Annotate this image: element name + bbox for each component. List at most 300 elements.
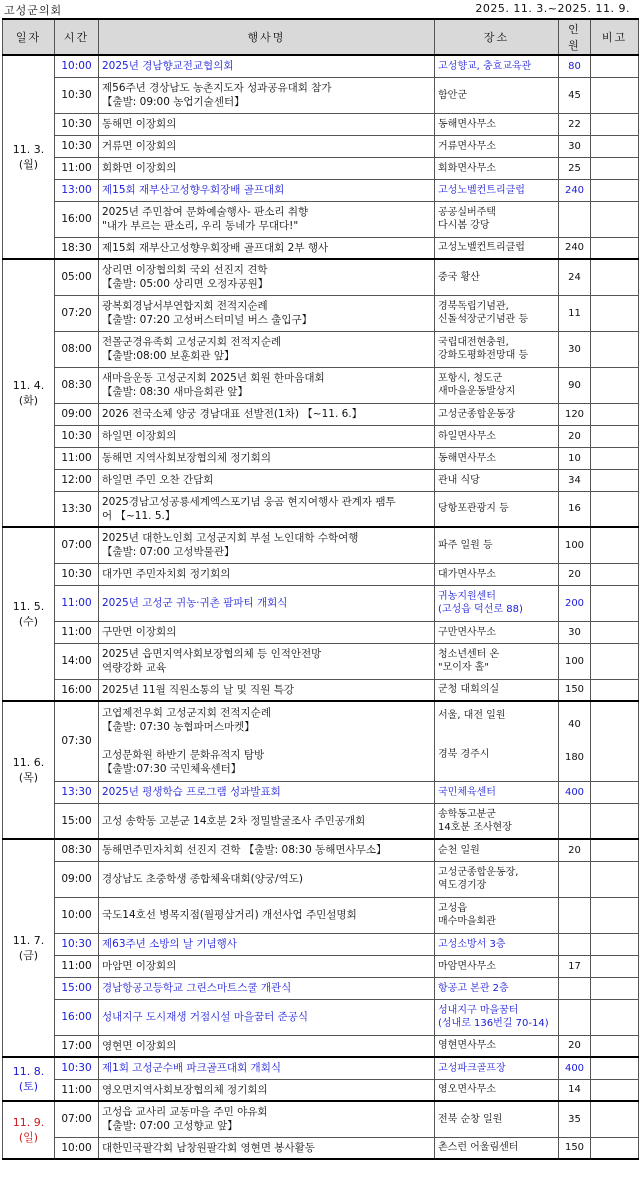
count-cell (559, 469, 591, 491)
event-line: 2026 전국소체 양궁 경남대표 선발전(1차) 【~11. 6.】 (102, 408, 363, 420)
schedule-row (3, 77, 639, 113)
event-line: 광복회경남서부연합지회 전적지순례 (102, 300, 268, 312)
place-cell (435, 643, 559, 679)
event-line: 고엽제전우회 고성군지회 전적지순례 (102, 707, 271, 720)
weekday-label: (수) (18, 615, 39, 628)
event-line: 대가면 주민자치회 정기회의 (102, 568, 231, 580)
weekday-label: (금) (18, 949, 39, 962)
place-cell (435, 563, 559, 585)
count-value: 180 (564, 752, 585, 764)
place-cell (435, 781, 559, 803)
place-line: 파주 일원 등 (438, 539, 493, 551)
place-line: 거류면사무소 (438, 140, 496, 152)
place-line: 새마을운동발상지 (438, 386, 516, 397)
place-line: 마암면사무소 (438, 960, 496, 972)
count-cell (559, 77, 591, 113)
schedule-row (3, 157, 639, 179)
schedule-row (3, 621, 639, 643)
place-line: 영현면사무소 (438, 1040, 496, 1052)
col-header-day: 일자 (3, 19, 55, 55)
place-cell (435, 157, 559, 179)
event-line: 【출발: 07:00 고성박물관】 (102, 546, 235, 559)
note-cell (591, 113, 639, 135)
count-cell (559, 259, 591, 295)
time-cell: 07:00 (55, 527, 99, 563)
note-cell (591, 55, 639, 77)
place-line: 고성파크골프장 (438, 1062, 506, 1074)
count-value: 45 (568, 89, 581, 101)
count-cell (559, 55, 591, 77)
schedule-row (3, 201, 639, 237)
event-line: 【출발: 07:20 고성버스터미널 버스 출입구】 (102, 314, 313, 326)
weekday-label: (월) (18, 158, 39, 171)
time-cell: 17:00 (55, 1035, 99, 1057)
schedule-row (3, 955, 639, 977)
place-line: 강화도평화전망대 등 (438, 350, 529, 361)
count-cell (559, 179, 591, 201)
event-line: 2025경남고성공룡세계엑스포기념 웅곰 현지여행사 관계자 팸투 (102, 495, 396, 508)
time-cell: 15:00 (55, 803, 99, 839)
event-cell (99, 1057, 435, 1079)
count-value: 25 (568, 162, 581, 174)
note-cell (591, 77, 639, 113)
day-cell (3, 55, 55, 259)
count-cell (559, 839, 591, 861)
count-value: 30 (568, 626, 581, 638)
schedule-row (3, 1057, 639, 1079)
time-cell: 07:20 (55, 295, 99, 331)
note-cell (591, 295, 639, 331)
event-line: "내가 부르는 판소리, 우리 동네가 무대다!" (102, 220, 299, 232)
place-line: 고성군종합운동장, (438, 867, 519, 878)
event-cell (99, 113, 435, 135)
time-cell: 13:30 (55, 781, 99, 803)
place-line: 신돌석장군기념관 등 (438, 314, 529, 325)
event-cell (99, 527, 435, 563)
place-cell (435, 803, 559, 839)
event-cell (99, 897, 435, 933)
schedule-row (3, 803, 639, 839)
schedule-row (3, 585, 639, 621)
note-cell (591, 367, 639, 403)
day-cell (3, 701, 55, 839)
date-label: 11. 9. (12, 1116, 45, 1129)
count-cell (559, 1057, 591, 1079)
place-cell (435, 933, 559, 955)
table-header-row (3, 19, 639, 55)
count-value: 150 (564, 1142, 585, 1154)
time-cell: 16:00 (55, 679, 99, 701)
event-line: 거류면 이장회의 (102, 140, 177, 152)
count-cell (559, 1035, 591, 1057)
schedule-row (3, 113, 639, 135)
count-value: 100 (564, 655, 585, 667)
place-cell (435, 403, 559, 425)
event-line: 【출발: 05:00 상리면 오정자공원】 (102, 278, 269, 291)
place-cell (435, 295, 559, 331)
event-line: 대한민국팔각회 남창원팔각회 영현면 봉사활동 (102, 1141, 315, 1154)
place-cell (435, 701, 559, 781)
place-cell (435, 259, 559, 295)
event-cell (99, 803, 435, 839)
schedule-row (3, 527, 639, 563)
col-header-time: 시간 (55, 19, 99, 55)
count-cell (559, 113, 591, 135)
time-cell: 08:30 (55, 367, 99, 403)
place-cell (435, 113, 559, 135)
place-line: 경북독립기념관, (438, 301, 509, 312)
count-value: 30 (568, 140, 581, 152)
place-line: 항공고 본관 2층 (438, 982, 509, 994)
count-cell (559, 331, 591, 367)
place-line: 고성소방서 3층 (438, 938, 506, 950)
schedule-row (3, 701, 639, 781)
event-cell (99, 425, 435, 447)
place-line: 역도경기장 (438, 880, 487, 891)
place-cell (435, 135, 559, 157)
count-value: 35 (568, 1113, 581, 1125)
count-cell (559, 897, 591, 933)
place-cell (435, 469, 559, 491)
event-line: 상리면 이장협의회 국외 선진지 견학 (102, 264, 268, 277)
time-cell: 11:00 (55, 585, 99, 621)
event-line: 영현면 이장회의 (102, 1039, 177, 1052)
place-cell (435, 861, 559, 897)
place-cell (435, 527, 559, 563)
place-line: 중국 황산 (438, 271, 480, 283)
place-cell (435, 839, 559, 861)
count-cell (559, 201, 591, 237)
time-cell: 10:00 (55, 897, 99, 933)
count-value: 200 (564, 597, 585, 609)
note-cell (591, 1137, 639, 1159)
place-cell (435, 201, 559, 237)
event-cell (99, 179, 435, 201)
event-line: 2025년 대한노인회 고성군지회 부설 노인대학 수학여행 (102, 532, 359, 545)
schedule-row (3, 469, 639, 491)
time-cell: 13:30 (55, 491, 99, 527)
count-cell (559, 563, 591, 585)
event-line: 역량강화 교육 (102, 662, 167, 674)
event-line: 구만면 이장회의 (102, 626, 177, 638)
place-line: 전북 순창 일원 (438, 1113, 503, 1125)
place-line: 대가면사무소 (438, 568, 496, 580)
event-line: 어 【~11. 5.】 (102, 509, 176, 522)
note-cell (591, 157, 639, 179)
place-line: 성내지구 마을꿈터 (438, 1005, 519, 1016)
place-line: 함안군 (438, 89, 467, 101)
place-line: 구만면사무소 (438, 626, 496, 638)
col-header-place: 장소 (435, 19, 559, 55)
time-cell: 10:30 (55, 425, 99, 447)
count-value: 20 (568, 568, 581, 580)
event-line: 전몰군경유족회 고성군지회 전적지순례 (102, 336, 282, 348)
date-label: 11. 5. (12, 600, 45, 613)
place-cell (435, 367, 559, 403)
place-line: 군청 대회의실 (438, 684, 500, 696)
schedule-row (3, 403, 639, 425)
event-line: 제1회 고성군수배 파크골프대회 개회식 (102, 1062, 281, 1075)
time-cell: 13:00 (55, 179, 99, 201)
schedule-row (3, 679, 639, 701)
place-line: 고성향교, 충효교육관 (438, 60, 532, 72)
event-cell (99, 563, 435, 585)
event-cell (99, 77, 435, 113)
event-cell (99, 955, 435, 977)
time-cell: 15:00 (55, 977, 99, 999)
count-cell (559, 135, 591, 157)
note-cell (591, 1101, 639, 1137)
weekday-label: (토) (18, 1080, 39, 1093)
date-label: 11. 3. (12, 143, 45, 156)
place-cell (435, 897, 559, 933)
place-cell (435, 1057, 559, 1079)
event-line: 【출발: 07:30 농협파머스마켓】 (102, 721, 255, 734)
event-line: 고성읍 교사리 교동마을 주민 야유회 (102, 1106, 268, 1119)
place-line: 동해면사무소 (438, 452, 496, 464)
note-cell (591, 803, 639, 839)
count-cell (559, 781, 591, 803)
event-cell (99, 295, 435, 331)
count-cell (559, 585, 591, 621)
event-cell (99, 237, 435, 259)
date-label: 11. 7. (12, 934, 45, 947)
count-value: 10 (568, 452, 581, 464)
schedule-row (3, 259, 639, 295)
note-cell (591, 679, 639, 701)
event-line: 영오면지역사회보장협의체 정기회의 (102, 1083, 268, 1096)
event-line: 동해면주민자치회 선진지 견학 【출발: 08:30 동해면사무소】 (102, 844, 387, 857)
place-line: 국민체육센터 (438, 786, 496, 798)
event-line: 동해면 지역사회보장협의체 정기회의 (102, 452, 271, 464)
note-cell (591, 563, 639, 585)
event-line: 【출발:08:00 보훈회관 앞】 (102, 350, 235, 362)
place-line: 송학동고분군 (438, 808, 496, 820)
note-cell (591, 135, 639, 157)
time-cell: 11:00 (55, 157, 99, 179)
date-label: 11. 6. (12, 756, 45, 769)
schedule-row (3, 295, 639, 331)
event-cell (99, 1101, 435, 1137)
count-cell (559, 491, 591, 527)
event-cell (99, 135, 435, 157)
event-cell (99, 861, 435, 897)
event-cell (99, 933, 435, 955)
schedule-row (3, 1035, 639, 1057)
event-cell (99, 491, 435, 527)
count-cell (559, 955, 591, 977)
note-cell (591, 425, 639, 447)
count-value: 240 (564, 184, 585, 196)
count-value: 30 (568, 343, 581, 355)
place-line: (성내로 136번길 70-14) (438, 1018, 549, 1029)
place-line: 회화면사무소 (438, 162, 496, 174)
note-cell (591, 781, 639, 803)
event-line: 【출발: 09:00 농업기술센터】 (102, 96, 245, 108)
schedule-row (3, 179, 639, 201)
place-cell (435, 179, 559, 201)
note-cell (591, 999, 639, 1035)
count-cell (559, 157, 591, 179)
place-line: 촌스런 어울림센터 (438, 1142, 519, 1154)
note-cell (591, 839, 639, 861)
count-cell (559, 1137, 591, 1159)
schedule-row (3, 781, 639, 803)
count-value: 20 (568, 1040, 581, 1052)
place-line: 공공실버주택 (438, 207, 496, 218)
event-line: 제56주년 경상남도 농촌지도자 성과공유대회 참가 (102, 82, 332, 94)
note-cell (591, 469, 639, 491)
place-cell (435, 447, 559, 469)
place-cell (435, 491, 559, 527)
time-cell: 07:30 (55, 701, 99, 781)
event-line: 2025년 경남향교전교협의회 (102, 60, 234, 73)
schedule-row (3, 237, 639, 259)
time-cell: 10:30 (55, 933, 99, 955)
place-line: 동해면사무소 (438, 118, 496, 130)
event-line: 제15회 재부산고성향우회장배 골프대회 2부 행사 (102, 241, 329, 254)
place-line: 14호분 조사현장 (438, 821, 512, 833)
date-label: 11. 4. (12, 379, 45, 392)
schedule-row (3, 1137, 639, 1159)
time-cell: 11:00 (55, 447, 99, 469)
event-cell (99, 403, 435, 425)
count-value: 240 (564, 242, 585, 254)
time-cell: 11:00 (55, 621, 99, 643)
event-line: 경남항공고등학교 그린스마트스쿨 개관식 (102, 982, 292, 994)
schedule-row (3, 643, 639, 679)
weekday-label: (화) (18, 394, 39, 407)
place-line: 고성군종합운동장 (438, 408, 516, 420)
note-cell (591, 585, 639, 621)
organization-name: 고성군의회 (4, 4, 63, 17)
event-cell (99, 679, 435, 701)
weekday-label: (목) (18, 771, 39, 784)
place-cell (435, 331, 559, 367)
event-cell (99, 1079, 435, 1101)
event-cell (99, 55, 435, 77)
place-cell (435, 77, 559, 113)
event-line: 2025년 주민참여 문화예술행사- 판소리 취향 (102, 206, 309, 218)
day-cell (3, 1101, 55, 1159)
time-cell: 14:00 (55, 643, 99, 679)
event-cell (99, 585, 435, 621)
place-cell (435, 237, 559, 259)
count-value: 34 (568, 474, 581, 486)
schedule-table (2, 18, 639, 1160)
time-cell: 11:00 (55, 1079, 99, 1101)
count-value: 150 (564, 684, 585, 696)
count-cell (559, 425, 591, 447)
schedule-row (3, 977, 639, 999)
count-value: 17 (568, 960, 581, 972)
event-line: 동해면 이장회의 (102, 118, 177, 130)
event-cell (99, 1035, 435, 1057)
place-line: 국립대전현충원, (438, 337, 509, 348)
note-cell (591, 259, 639, 295)
note-cell (591, 447, 639, 469)
place-line: (고성읍 덕선로 88) (438, 604, 523, 615)
time-cell: 12:00 (55, 469, 99, 491)
event-line: 2025년 11월 직원소통의 날 및 직원 특강 (102, 683, 294, 696)
note-cell (591, 237, 639, 259)
place-cell (435, 55, 559, 77)
day-cell (3, 839, 55, 1057)
time-cell: 08:30 (55, 839, 99, 861)
place-line: 고성읍 (438, 903, 467, 914)
event-line: 2025년 읍면지역사회보장협의체 등 인적안전망 (102, 648, 322, 660)
event-cell (99, 259, 435, 295)
count-cell (559, 977, 591, 999)
event-line: 【출발: 07:00 고성향교 앞】 (102, 1120, 238, 1133)
place-line: 영오면사무소 (438, 1084, 496, 1096)
event-line: 【출발:07:30 국민체육센터】 (102, 763, 242, 776)
day-cell (3, 1057, 55, 1101)
event-cell (99, 701, 435, 781)
schedule-row (3, 135, 639, 157)
count-value: 16 (568, 503, 581, 515)
event-cell (99, 331, 435, 367)
schedule-row (3, 425, 639, 447)
time-cell: 10:30 (55, 77, 99, 113)
schedule-row (3, 55, 639, 77)
place-line: 고성노벨컨트리클럽 (438, 242, 525, 254)
place-line: 매수마을회관 (438, 916, 496, 927)
count-cell (559, 447, 591, 469)
note-cell (591, 977, 639, 999)
count-value: 24 (568, 271, 581, 283)
note-cell (591, 1035, 639, 1057)
event-cell (99, 999, 435, 1035)
event-line: 성내지구 도시재생 거점시설 마을꿈터 준공식 (102, 1011, 309, 1023)
time-cell: 08:00 (55, 331, 99, 367)
count-value: 20 (568, 430, 581, 442)
schedule-row (3, 563, 639, 585)
count-value: 90 (568, 379, 581, 391)
count-cell (559, 403, 591, 425)
event-line: 새마을운동 고성군지회 2025년 회원 한마음대회 (102, 372, 325, 384)
event-line: 2025년 고성군 귀농·귀촌 팜파티 개회식 (102, 597, 288, 609)
event-line: 경상남도 초중학생 종합체육대회(양궁/역도) (102, 873, 303, 885)
time-cell: 07:00 (55, 1101, 99, 1137)
event-line: 제63주년 소방의 날 기념행사 (102, 938, 237, 950)
place-line: 청소년센터 온 (438, 649, 500, 660)
count-cell (559, 527, 591, 563)
note-cell (591, 643, 639, 679)
schedule-row (3, 367, 639, 403)
time-cell: 05:00 (55, 259, 99, 295)
col-header-note: 비고 (591, 19, 639, 55)
count-value: 20 (568, 844, 581, 856)
place-line: 다시봄 강당 (438, 220, 490, 231)
place-cell (435, 1035, 559, 1057)
count-value: 14 (568, 1084, 581, 1096)
count-value: 120 (564, 408, 585, 420)
time-cell: 10:30 (55, 135, 99, 157)
note-cell (591, 331, 639, 367)
place-line: 하일면사무소 (438, 430, 496, 442)
time-cell: 10:30 (55, 113, 99, 135)
event-cell (99, 201, 435, 237)
count-value: 22 (568, 118, 581, 130)
note-cell (591, 179, 639, 201)
count-cell (559, 679, 591, 701)
event-cell (99, 1137, 435, 1159)
time-cell: 10:00 (55, 55, 99, 77)
count-cell (559, 701, 591, 781)
schedule-row (3, 1079, 639, 1101)
time-cell: 11:00 (55, 955, 99, 977)
